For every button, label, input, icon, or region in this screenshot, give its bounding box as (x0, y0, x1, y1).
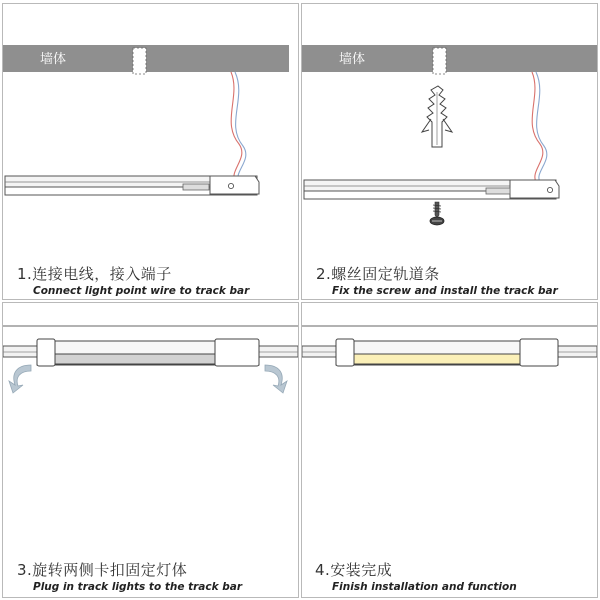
step-2-illustration (302, 4, 597, 299)
step-3-panel (2, 302, 299, 598)
step-3-title-en: Plug in track lights to the track bar (33, 581, 243, 593)
right-end-cap (215, 339, 259, 366)
light-fixture (37, 339, 259, 366)
lit-light-body (352, 354, 520, 364)
rotate-left-arrow-icon (9, 365, 31, 393)
step-1-illustration (3, 4, 298, 299)
step-2-title-en: Fix the screw and install the track bar (332, 285, 558, 297)
wall-label: 墙体 (40, 52, 67, 67)
step-4-title-cn: 4.安装完成 (315, 561, 393, 579)
light-body (53, 354, 215, 364)
step-2-title-cn: 2.螺丝固定轨道条 (316, 265, 440, 283)
step-4-illustration (302, 303, 597, 598)
right-end-cap (520, 339, 558, 366)
wall-anchor (422, 86, 452, 147)
step-3-title-cn: 3.旋转两侧卡扣固定灯体 (17, 561, 188, 579)
wall-cutout (433, 48, 446, 74)
left-end-cap (37, 339, 55, 366)
screw-icon (430, 202, 444, 225)
wall-cutout (133, 48, 146, 74)
left-end-cap (336, 339, 354, 366)
step-4-title-en: Finish installation and function (332, 581, 517, 593)
step-1-panel (2, 3, 299, 300)
wire-blue (235, 72, 246, 182)
rotate-right-arrow-icon (265, 365, 287, 393)
track-bar (304, 180, 559, 199)
wire-red (532, 72, 543, 182)
track-bar (5, 176, 259, 195)
wire-red (231, 72, 242, 182)
step-1-title-cn: 1.连接电线，接入端子 (17, 265, 172, 283)
step-4-panel (301, 302, 598, 598)
light-fixture (336, 339, 558, 366)
step-1-title-en: Connect light point wire to track bar (33, 285, 250, 297)
wire-blue (536, 72, 547, 182)
wall-label: 墙体 (339, 52, 366, 67)
screw-hole (547, 187, 552, 192)
terminal-hole (228, 183, 233, 188)
step-2-panel (301, 3, 598, 300)
step-3-illustration (3, 303, 298, 598)
